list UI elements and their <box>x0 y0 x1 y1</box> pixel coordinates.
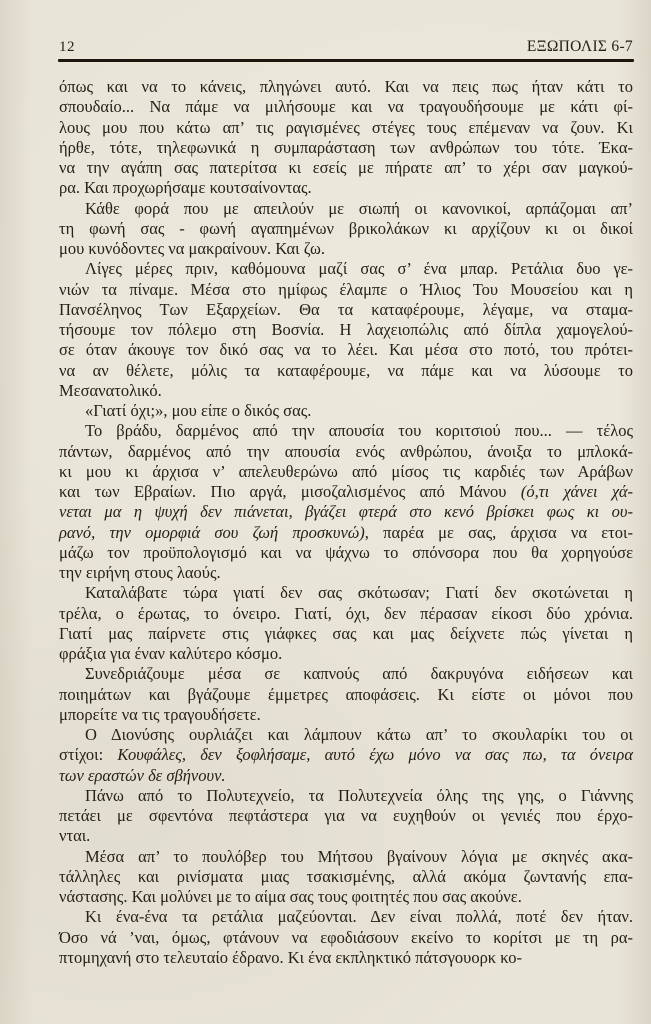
text-segment: πετάει με σφεντόνα πεφτάστερα για να ευχηθούν οι γενιές που έρχο- <box>59 806 633 825</box>
text-line <box>59 806 633 826</box>
text-line <box>59 280 633 300</box>
page-number: 12 <box>59 39 75 55</box>
paragraph <box>59 77 633 199</box>
text-segment: μάζω τον προϋπολογισμό και να ψάχνω το σπόνσορα που θα χορηγούσε <box>59 542 633 562</box>
text-segment: μου κυνόδοντες να μακραίνουν. Και ζω. <box>59 239 325 258</box>
text-segment: Κι ένα-ένα τα ρετάλια μαζεύονται. Δεν είναι πολλά, ποτέ δεν ήταν. <box>85 907 633 927</box>
text-line <box>59 178 633 198</box>
text-segment: μπορείτε να τις τραγουδήσετε. <box>59 704 261 724</box>
text-segment: νται. <box>59 826 91 846</box>
text-segment: τρέλα, ο έρωτας, το όνειρο. Γιατί, όχι, δεν πέρασαν είκοσι δύο χρόνια. <box>59 603 633 623</box>
text-line <box>59 401 633 421</box>
text-segment: στίχοι: <box>59 745 118 765</box>
text-segment: ποιημάτων και βγάζουμε έμμετρες αποφάσεις. Κι είστε οι μόνοι που <box>59 684 633 704</box>
text-segment: Γιατί μας παίρνετε στις γιάφκες σας και μας δείχνετε πώς γίνεται η <box>59 623 633 643</box>
text-line <box>59 725 633 745</box>
paragraph <box>59 401 633 421</box>
text-line <box>59 624 633 644</box>
text-segment: νιών τα πίναμε. Μέσα στο ημίφως έλαμπε ο Ήλιος Του Μουσείου και η <box>59 279 633 299</box>
text-line <box>59 766 633 786</box>
text-segment: Μέσα απ’ το πουλόβερ του Μήτσου βγαίνουν λόγια με σκηνές ακα- <box>85 846 633 866</box>
text-segment: Πάνω από το Πολυτεχνείο, τα Πολυτεχνεία όλης της γης, ο Γιάννης <box>85 785 633 805</box>
paragraph <box>59 907 633 968</box>
text-line <box>59 523 633 543</box>
text-line <box>59 158 633 178</box>
text-line <box>59 361 633 381</box>
text-line <box>59 421 633 441</box>
text-line <box>59 604 633 624</box>
italic-text-segment: των εραστών δε σβήνουν. <box>59 765 226 785</box>
text-line <box>59 948 633 968</box>
text-segment: λους μου που κάτω απ’ τις ραγισμένες στέγες τους επέμεναν να ζουν. Κι <box>59 117 633 137</box>
text-segment: τάλληλες και ρινίσματα μιας τσακισμένης, αλλά ακόμα ζωντανής επα- <box>59 866 633 886</box>
text-segment: «Γιατί όχι;», μου είπε ο δικός σας. <box>85 401 312 420</box>
text-segment: Ο Διονύσης ουρλιάζει και λάμπουν κάτω απ’ το σκουλαρίκι του οι <box>85 725 633 744</box>
text-line <box>59 77 633 97</box>
text-line <box>59 442 633 462</box>
text-line <box>59 543 633 563</box>
text-line <box>59 502 633 522</box>
text-segment: , παρέα με σας, άρχισα να ετοι- <box>364 522 633 542</box>
text-line <box>59 320 633 340</box>
paragraph <box>59 664 633 725</box>
text-segment: την ειρήνη στους λαούς. <box>59 563 221 582</box>
text-line <box>59 847 633 867</box>
page-header <box>59 38 633 56</box>
text-segment: πτομηχανή στο τελευταίο έδρανο. Κι ένα εκπληκτικό πάτσγουορκ κο- <box>59 947 522 967</box>
text-line <box>59 199 633 219</box>
text-segment: ήρθε, τότε, τηλεφωνικά η συμπαράσταση των ανθρώπων του τότε. Έκα- <box>59 137 633 157</box>
paragraph <box>59 583 633 664</box>
text-line <box>59 786 633 806</box>
text-line <box>59 482 633 502</box>
text-segment: Όσο νά ’ναι, όμως, φτάνουν να εφοδιάσουν εκείνο το κορίτσι με τη ρα- <box>59 927 633 947</box>
text-line <box>59 745 633 765</box>
text-line <box>59 118 633 138</box>
text-segment: να αν θέλετε, μόλις τα καταφέρουμε, να πάμε και να λύσουμε το <box>59 360 633 380</box>
text-segment: τήσουμε τον πόλεμο στη Βοσνία. Η λαχειοπώλις από δίπλα χαμογελού- <box>59 320 633 339</box>
italic-text-segment: (ό,τι χάνει χά- <box>520 482 633 501</box>
text-line <box>59 685 633 705</box>
paragraph <box>59 847 633 908</box>
text-line <box>59 887 633 907</box>
text-segment: σε όταν άκουγε τον δικό σας να το λέει. Και μέσα στο ποτό, του πρότει- <box>59 340 633 360</box>
text-line <box>59 300 633 320</box>
text-segment: Κάθε φορά που με απειλούν με σιωπή οι κανονικοί, αρπάζομαι απ’ <box>85 198 633 218</box>
text-line <box>59 219 633 239</box>
paragraph <box>59 199 633 260</box>
text-segment: σπουδαίο... Να πάμε να μιλήσουμε και να τραγουδήσουμε με κάτι φί- <box>59 97 633 117</box>
text-line <box>59 664 633 684</box>
text-segment: ρα. Και προχωρήσαμε κουτσαίνοντας. <box>59 178 312 198</box>
text-segment: τη φωνή σας - φωνή αγαπημένων βρικολάκων κι αρχίζουν κι οι δικοί <box>59 218 633 238</box>
text-segment: όπως και να το κάνεις, πληγώνει αυτό. Και να πεις πως ήταν κάτι το <box>59 77 633 96</box>
text-line <box>59 928 633 948</box>
text-line <box>59 583 633 603</box>
journal-title: ΕΞΩΠΟΛΙΣ 6-7 <box>526 38 633 55</box>
text-line <box>59 563 633 583</box>
text-line <box>59 826 633 846</box>
text-line <box>59 138 633 158</box>
text-line <box>59 644 633 664</box>
text-segment: νάστασης. Και μολύνει με το αίμα σας τους φοιτητές που σας ακούνε. <box>59 887 522 906</box>
text-segment: Λίγες μέρες πριν, καθόμουνα μαζί σας σ’ ένα μπαρ. Ρετάλια δυο γε- <box>85 259 633 279</box>
text-segment: πάντων, δαρμένος από την απουσία ενός ανθρώπου, άνοιξα το μπλοκά- <box>59 441 633 461</box>
text-segment: Καταλάβατε τώρα γιατί δεν σας σκότωσαν; Γιατί δεν σκοτώνεται η <box>85 583 633 603</box>
italic-text-segment: Κουφάλες, δεν ξοφλήσαμε, αυτό έχω μόνο να σας πω, τα όνειρα <box>117 745 634 765</box>
text-segment: Το βράδυ, δαρμένος από την απουσία του κοριτσιού που... — τέλος <box>85 421 633 441</box>
text-line <box>59 340 633 360</box>
text-segment: και των Εβραίων. Πιο αργά, μισοζαλισμένος από Μάνου <box>59 482 521 501</box>
paragraph <box>59 786 633 847</box>
paragraph <box>59 421 633 583</box>
header-rule <box>58 59 634 62</box>
text-line <box>59 381 633 401</box>
text-segment: Συνεδριάζουμε μέσα σε καπνούς από δακρυγόνα ειδήσεων και <box>85 664 633 684</box>
italic-text-segment: ρανό, την ομορφιά σου ζωή προσκυνώ) <box>59 522 365 542</box>
text-segment: Μεσανατολικό. <box>59 380 162 400</box>
text-line <box>59 867 633 887</box>
text-segment: φράξια για έναν καλύτερο κόσμο. <box>59 644 283 663</box>
text-segment: κι μου κι άρχισα ν’ απελευθερώνω από μίσος τις καρδιές των Αράβων <box>59 461 633 481</box>
text-line <box>59 705 633 725</box>
text-segment: Πανσέληνος Των Εξαρχείων. Θα τα καταφέρουμε, λέγαμε, να σταμα- <box>59 299 633 319</box>
body-text <box>59 77 633 968</box>
text-segment: να την αγάπη σας πατερίτσα κι εσείς με πήρατε απ’ το χέρι σαν μαγκού- <box>59 158 633 177</box>
text-line <box>59 462 633 482</box>
text-line <box>59 907 633 927</box>
italic-text-segment: νεται μα η ψυχή δεν πιάνεται, βγάζει φτερά στο κενό βρίσκει φως κι ου- <box>59 502 633 522</box>
text-line <box>59 259 633 279</box>
text-line <box>59 97 633 117</box>
text-line <box>59 239 633 259</box>
paragraph <box>59 725 633 786</box>
paragraph <box>59 259 633 401</box>
